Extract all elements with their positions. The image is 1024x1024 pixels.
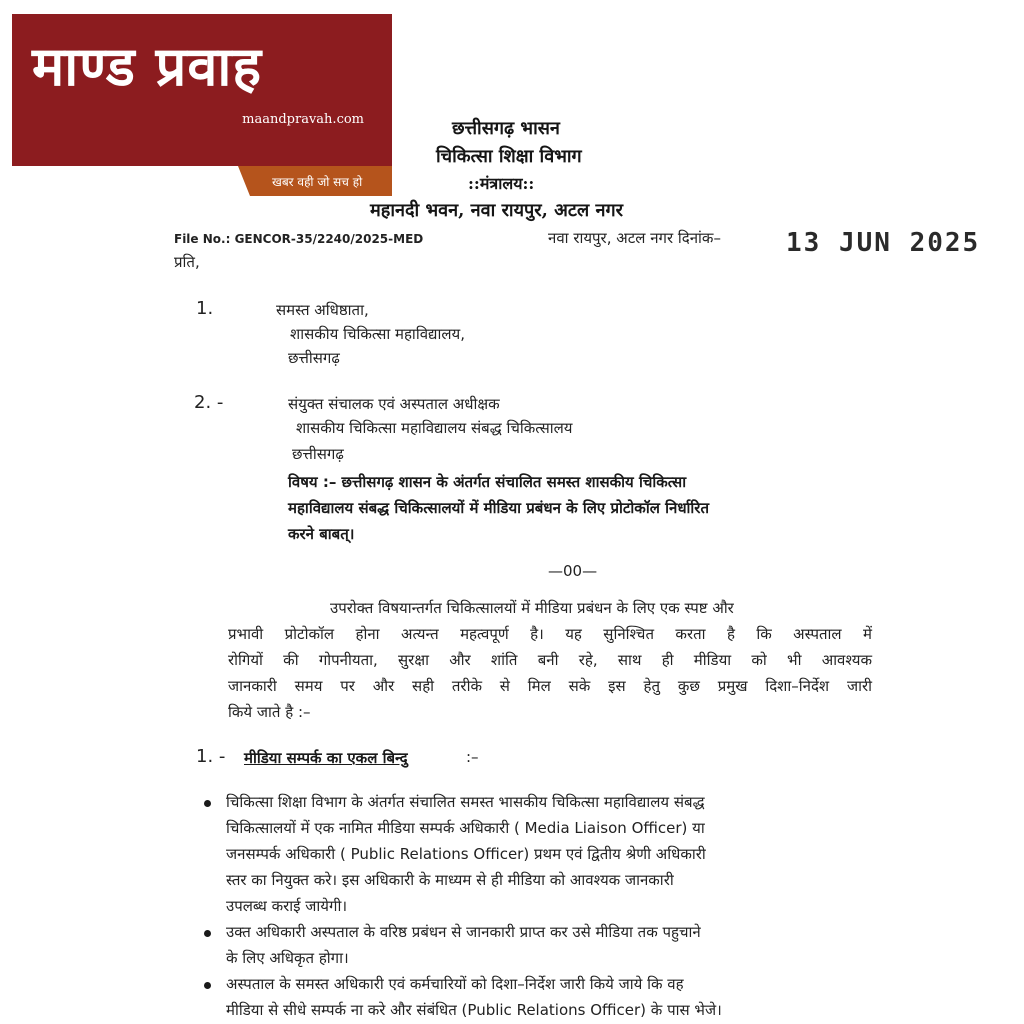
recipient-2-line-2: शासकीय चिकित्सा महाविद्यालय संबद्ध चिकित्सालय xyxy=(296,419,573,437)
bullet-2-line-1: उक्त अधिकारी अस्पताल के वरिष्ठ प्रबंधन से जानकारी प्राप्त कर उसे मीडिया तक पहुचाने xyxy=(226,923,701,941)
bullet-1-line-3: जनसम्पर्क अधिकारी ( Public Relations Officer) प्रथम एवं द्वितीय श्रेणी अधिकारी xyxy=(226,845,706,863)
place-date-label: नवा रायपुर, अटल नगर दिनांक– xyxy=(548,229,721,247)
bullet-3-line-1: अस्पताल के समस्त अधिकारी एवं कर्मचारियों को दिशा–निर्देश जारी किये जाये कि वह xyxy=(226,975,684,993)
bullet-3-line-2: मीडिया से सीधे सम्पर्क ना करे और संबंधित (Public Relations Officer) के पास भेजे। xyxy=(226,1001,722,1019)
subject-line-3: करने बाबत्। xyxy=(288,525,355,543)
bullet-1-line-5: उपलब्ध कराई जायेगी। xyxy=(226,897,348,915)
brand-tagline-text: खबर वही जो सच हो xyxy=(272,175,363,189)
bullet-1-line-4: स्तर का नियुक्त करे। इस अधिकारी के माध्यम से ही मीडिया को आवश्यक जानकारी xyxy=(226,871,674,889)
intro-line-2: प्रभावी प्रोटोकॉल होना अत्यन्त महत्वपूर्ण है। यह सुनिश्चित करता है कि अस्पताल में xyxy=(228,625,872,643)
recipient-1-number: 1. xyxy=(196,298,214,319)
date-stamp: 13 JUN 2025 xyxy=(786,228,981,258)
bullet-2-line-2: के लिए अधिकृत होगा। xyxy=(226,949,349,967)
brand-tagline xyxy=(250,166,392,196)
bullet-2-icon xyxy=(204,930,211,937)
letterhead-address: महानदी भवन, नवा रायपुर, अटल नगर xyxy=(370,200,623,221)
recipient-1-line-2: शासकीय चिकित्सा महाविद्यालय, xyxy=(290,325,466,343)
letterhead-government: छत्तीसगढ़ भासन xyxy=(452,118,560,139)
file-number-value: GENCOR-35/2240/2025-MED xyxy=(234,232,424,246)
recipient-2-number: 2. - xyxy=(194,392,224,413)
brand-banner xyxy=(12,14,392,166)
section-1-suffix: :– xyxy=(466,748,479,766)
letterhead-department: चिकित्सा शिक्षा विभाग xyxy=(436,146,582,167)
recipient-2-line-1: संयुक्त संचालक एवं अस्पताल अधीक्षक xyxy=(288,395,500,413)
bullet-3-icon xyxy=(204,982,211,989)
letterhead-ministry: ::मंत्रालय:: xyxy=(468,174,535,193)
intro-line-5: किये जाते है :– xyxy=(228,703,311,721)
subject-line-1: विषय :– छत्तीसगढ़ शासन के अंतर्गत संचालित समस्त शासकीय चिकित्सा xyxy=(288,473,687,491)
brand-url: maandpravah.com xyxy=(242,112,364,127)
intro-line-3: रोगियों की गोपनीयता, सुरक्षा और शांति बनी रहे, साथ ही मीडिया को भी आवश्यक xyxy=(228,651,872,669)
section-1-number: 1. - xyxy=(196,746,226,767)
recipient-2-line-3: छत्तीसगढ़ xyxy=(292,445,344,463)
file-number-label: File No.: xyxy=(174,232,231,246)
section-1-title: मीडिया सम्पर्क का एकल बिन्दु xyxy=(244,749,408,767)
bullet-1-line-1: चिकित्सा शिक्षा विभाग के अंतर्गत संचालित समस्त भासकीय चिकित्सा महाविद्यालय संबद्ध xyxy=(226,793,705,811)
subject-line-2: महाविद्यालय संबद्ध चिकित्सालयों में मीडिया प्रबंधन के लिए प्रोटोकॉल निर्धारित xyxy=(288,499,709,517)
brand-logo-text: माण्ड प्रवाह xyxy=(32,35,263,98)
recipient-1-line-1: समस्त अधिष्ठाता, xyxy=(276,301,369,319)
separator: —00— xyxy=(548,562,598,580)
intro-line-4: जानकारी समय पर और सही तरीके से मिल सके इस हेतु कुछ प्रमुख दिशा–निर्देश जारी xyxy=(228,677,872,695)
intro-line-1: उपरोक्त विषयान्तर्गत चिकित्सालयों में मीडिया प्रबंधन के लिए एक स्पष्ट और xyxy=(330,599,734,617)
bullet-1-icon xyxy=(204,800,211,807)
prati-label: प्रति, xyxy=(174,253,200,271)
bullet-1-line-2: चिकित्सालयों में एक नामित मीडिया सम्पर्क अधिकारी ( Media Liaison Officer) या xyxy=(226,819,705,837)
recipient-1-line-3: छत्तीसगढ़ xyxy=(288,349,340,367)
file-number xyxy=(174,232,423,246)
